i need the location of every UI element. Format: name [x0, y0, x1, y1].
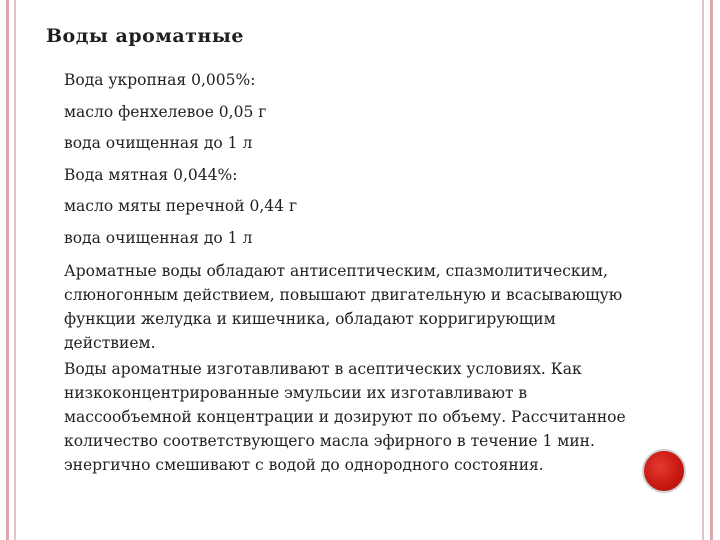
- frame-line-right-inner: [702, 0, 704, 540]
- item-fennel-oil: масло фенхелевое 0,05 г: [64, 102, 267, 121]
- slide-title: Воды ароматные: [46, 25, 244, 47]
- item-mint-water: Вода мятная 0,044%:: [64, 165, 238, 184]
- frame-line-left-inner: [14, 0, 16, 540]
- paragraph-properties: Ароматные воды обладают антисептическим, спазмолитическим, слюногонным действием, повышают двигательную и всасывающую функции желудка и кишечника, обладают корригирующим действием.: [64, 262, 623, 352]
- item-purified-water-1: вода очищенная до 1 л: [64, 134, 253, 152]
- frame-line-left-outer: [6, 0, 9, 540]
- frame-line-right-outer: [710, 0, 713, 540]
- slide-content: [64, 70, 644, 479]
- item-peppermint-oil: масло мяты перечной 0,44 г: [64, 197, 298, 215]
- item-dill-water: Вода укропная 0,005%:: [64, 71, 256, 89]
- item-purified-water-2: вода очищенная до 1 л: [64, 228, 253, 247]
- paragraph-preparation: Воды ароматные изготавливают в асептических условиях. Как низкоконцентрированные эмульсии их изготавливают в массообъемной концентрации и дозируют по объему. Рассчитанное количество соответствующего масла эфирного в течение 1 мин. энергично смешивают с водой до однородного состояния.: [64, 360, 626, 474]
- red-circle-decoration: [642, 449, 686, 493]
